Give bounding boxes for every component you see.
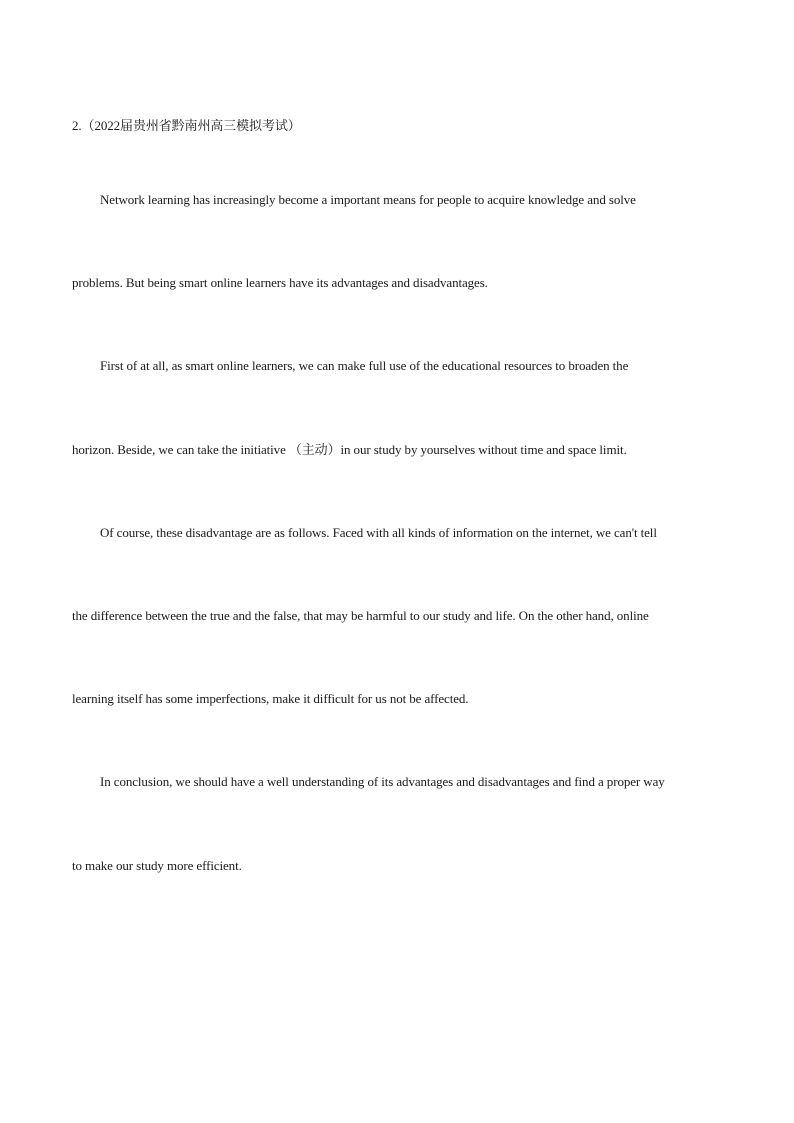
question-heading: 2.（2022届贵州省黔南州高三模拟考试） (72, 118, 301, 133)
essay-line-2: problems. But being smart online learners have its advantages and disadvantages. (72, 275, 488, 290)
essay-line-7: learning itself has some imperfections, make it difficult for us not be affected. (72, 691, 469, 706)
essay-line-4: horizon. Beside, we can take the initiative （主动）in our study by yourselves without time and space limit. (72, 442, 627, 457)
essay-line-8: In conclusion, we should have a well understanding of its advantages and disadvantages and find a proper way (100, 774, 665, 789)
essay-line-5: Of course, these disadvantage are as follows. Faced with all kinds of information on the internet, we can't tell (100, 525, 657, 540)
essay-line-3: First of at all, as smart online learners, we can make full use of the educational resources to broaden the (100, 358, 629, 373)
essay-line-9: to make our study more efficient. (72, 858, 242, 873)
essay-line-1: Network learning has increasingly become a important means for people to acquire knowledge and solve (100, 192, 636, 207)
essay-line-6: the difference between the true and the false, that may be harmful to our study and life. On the other hand, online (72, 608, 649, 623)
